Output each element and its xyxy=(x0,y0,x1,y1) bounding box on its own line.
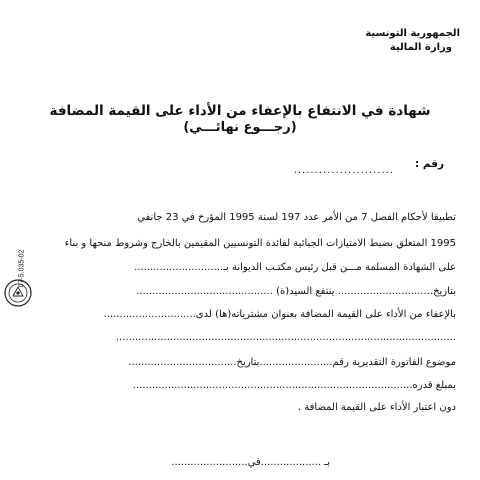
ministry-seal-icon xyxy=(3,278,33,308)
place-date-line: بـ ...................في........................ xyxy=(171,457,330,468)
body-line-2: 1995 المتعلق بضبط الامتيازات الجبائية لفائدة التونسيين المقيمين بالخارج وشروط منحها و بناء xyxy=(64,238,456,249)
reference-label: رقم : xyxy=(414,158,444,170)
header-ministry: وزارة المالية xyxy=(389,42,452,53)
body-line-6: ........................................................................................................... xyxy=(115,332,456,343)
body-line-3: على الشهادة المسلمة مـــن قبل رئيس مكتـب الديوانة بـ............................ xyxy=(134,262,456,273)
body-line-4: بتاريخ.............................. ينتفع السيد(ة) ........................................... xyxy=(136,286,456,297)
body-line-1: تطبيقا لأحكام الفصل 7 من الأمر عدد 197 لسنة 1995 المؤرخ في 23 جانفي xyxy=(137,212,456,223)
body-line-5: بالإعفاء من الأداء على القيمة المضافة بعنوان مشترياته(ها) لدى............................. xyxy=(103,309,456,320)
reference-blank: ........................ xyxy=(293,165,394,176)
body-line-9: دون اعتبار الأداء على القيمة المضافة . xyxy=(297,402,456,413)
body-line-7: موضوع الفاتورة التقديرية رقم.......................بتاريخ.................................. xyxy=(128,357,456,368)
header-republic: الجمهورية التونسية xyxy=(365,28,460,39)
body-line-8: بمبلغ قدره........................................................................................ xyxy=(132,380,456,391)
document-subtitle: (رجـــوع نهائـــي) xyxy=(183,120,297,135)
document-title: شهادة في الانتفاع بالإعفاء من الأداء على القيمة المضافة xyxy=(49,103,431,119)
form-code: 07-5.035-02 xyxy=(18,249,26,288)
